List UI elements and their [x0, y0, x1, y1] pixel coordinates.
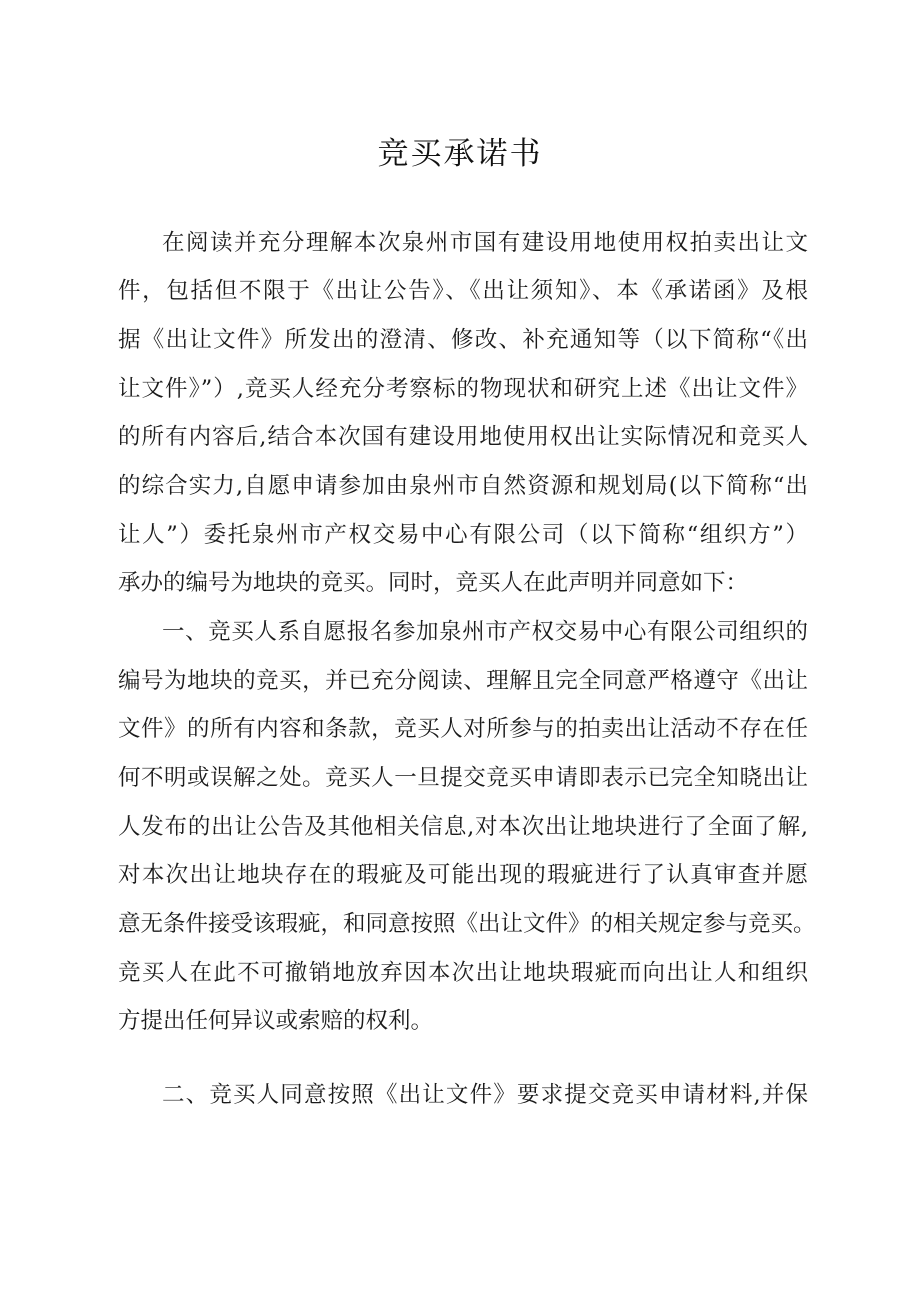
paragraph-intro-line: 让人”）委托泉州市产权交易中心有限公司（以下简称“组织方”）	[118, 522, 808, 548]
document-title: 竞买承诺书	[377, 136, 543, 172]
clause-one-line: 何不明或误解之处。竞买人一旦提交竞买申请即表示已完全知晓出让	[118, 765, 808, 791]
paragraph-intro-line: 据《出让文件》所发出的澄清、修改、补充通知等（以下简称“《出	[118, 327, 808, 353]
clause-one-line: 对本次出让地块存在的瑕疵及可能出现的瑕疵进行了认真审查并愿	[118, 862, 808, 888]
paragraph-intro-line: 件，包括但不限于《出让公告》、《出让须知》、本《承诺函》及根	[118, 278, 808, 304]
clause-one-line: 编号为地块的竞买，并已充分阅读、理解且完全同意严格遵守《出让	[118, 668, 808, 694]
clause-one-line: 人发布的出让公告及其他相关信息,对本次出让地块进行了全面了解,	[118, 814, 808, 840]
paragraph-intro-line: 在阅读并充分理解本次泉州市国有建设用地使用权拍卖出让文	[162, 230, 808, 256]
clause-one-line: 一、竞买人系自愿报名参加泉州市产权交易中心有限公司组织的	[162, 619, 808, 645]
clause-one-line: 竞买人在此不可撤销地放弃因本次出让地块瑕疵而向出让人和组织	[118, 960, 808, 986]
paragraph-intro-line: 的所有内容后,结合本次国有建设用地使用权出让实际情况和竞买人	[118, 424, 808, 450]
paragraph-intro-line: 承办的编号为地块的竞买。同时，竞买人在此声明并同意如下：	[118, 570, 749, 596]
clause-two-line: 二、竞买人同意按照《出让文件》要求提交竞买申请材料,并保	[162, 1082, 808, 1108]
paragraph-intro-line: 的综合实力,自愿申请参加由泉州市自然资源和规划局(以下简称“出	[118, 473, 808, 499]
clause-one-line: 意无条件接受该瑕疵，和同意按照《出让文件》的相关规定参与竞买。	[118, 911, 816, 937]
clause-one-line: 文件》的所有内容和条款，竞买人对所参与的拍卖出让活动不存在任	[118, 716, 808, 742]
clause-one-line: 方提出任何异议或索赔的权利。	[118, 1008, 434, 1034]
paragraph-intro-line: 让文件》”）,竞买人经充分考察标的物现状和研究上述《出让文件》	[118, 376, 808, 402]
